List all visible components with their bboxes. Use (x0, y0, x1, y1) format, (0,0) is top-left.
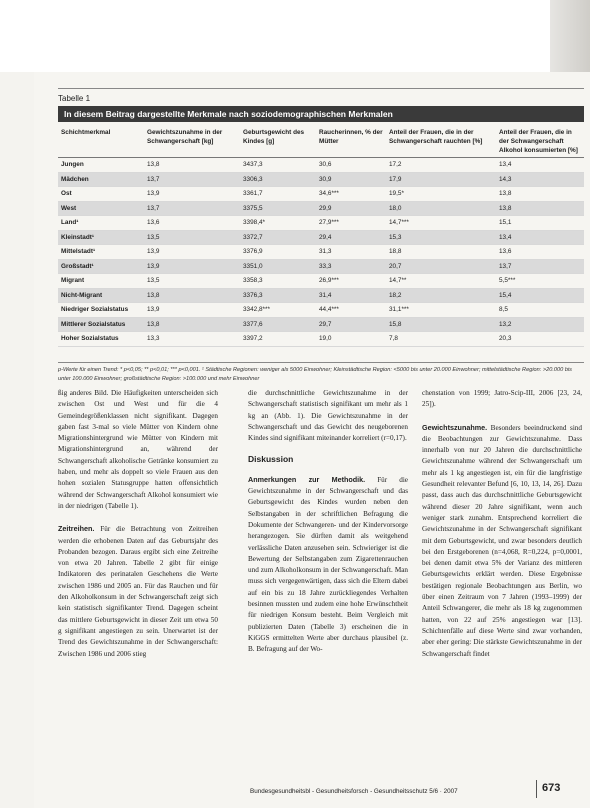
page-edge-shadow (550, 0, 590, 72)
table-cell: 3375,5 (240, 201, 316, 216)
table-cell: 13,8 (496, 187, 584, 202)
table-row (58, 303, 584, 318)
table-cell: 13,5 (144, 274, 240, 289)
text-column-3 (422, 388, 582, 660)
table-cell: 30,6 (316, 158, 386, 173)
table-cell: 13,9 (144, 187, 240, 202)
table-cell: 30,9 (316, 172, 386, 187)
table-cell: 13,7 (144, 201, 240, 216)
table-cell: 3377,6 (240, 317, 316, 332)
paragraph: die durchschnittliche Gewichtszunahme in der Schwangerschaft statistisch signifikant um mehr als 1 kg an (Abb. 1). Die Gewichtszunahme in der Schwangerschaft und das Gewicht des neugeborenen Kindes sind signifikant miteinander korreliert (r=0,17). (248, 389, 408, 443)
table-cell: 31,3 (316, 245, 386, 260)
table-row (58, 274, 584, 289)
column-header: Anteil der Frauen, die in der Schwangerschaft rauchten [%] (386, 126, 496, 158)
table-cell: 13,9 (144, 303, 240, 318)
table-cell: 33,3 (316, 259, 386, 274)
paragraph: ßig anderes Bild. Die Häufigkeiten unterscheiden sich zwischen Ost und West und für die 4 Gemeindegrößenklassen nicht signifikant. Dagegen gaben fast 3-mal so viele Mütter von Kindern ohne Migrationshintergrund wie Mütter von Kindern mit Migrationshintergrund an, während der Schwangerschaft alkoholische Getränke konsumiert zu haben, und mehr als doppelt so viele Frauen aus den hohen sozialen Statusgruppe hatten offensichtlich während der Schwangerschaft Alkohol konsumiert wie in der niedrigen (Tabelle 1). (58, 389, 218, 510)
table-header-row (58, 126, 584, 158)
table-cell: 13,8 (144, 158, 240, 173)
table-row (58, 158, 584, 173)
column-header: Raucherinnen, % der Mütter (316, 126, 386, 158)
table-cell: 19,0 (316, 332, 386, 347)
paragraph (248, 474, 408, 656)
table-cell: 13,7 (144, 172, 240, 187)
table-cell: 13,6 (496, 245, 584, 260)
table-row (58, 332, 584, 347)
row-label: Jungen (58, 158, 144, 173)
row-label: Niedriger Sozialstatus (58, 303, 144, 318)
table-cell: 13,4 (496, 158, 584, 173)
table-row (58, 317, 584, 332)
table-row (58, 259, 584, 274)
row-label: Migrant (58, 274, 144, 289)
column-header: Schichtmerkmal (58, 126, 144, 158)
table-cell: 20,7 (386, 259, 496, 274)
journal-footer: Bundesgesundheitsbl - Gesundheitsforsch - Gesundheitsschutz 5/6 · 2007 (250, 788, 458, 795)
table-cell: 34,6*** (316, 187, 386, 202)
paragraph-text: Besonders beeindruckend sind die Beobachtungen zur Gewichtszunahme. Dass innerhalb von nur 20 Jahren die durchschnittliche Gewichtszunahme während der Schwangerschaft um mehr als 1 kg angestiegen ist, ein für die langfristige Gesundheit relevanter Befund [6, 10, 13, 14, 26]. Dazu passt, dass auch das durchschnittliche Geburtsgewicht während dieser 20 Jahre signifikant, wenn auch weniger stark zunahm. Entsprechend korreliert die Gewichtszunahme in der Schwangerschaft signifikant mit dem Geburtsgewicht, und zwar besonders deutlich bei den Erstgeborenen (n=4,068, R=0,224, p=0,0001, bei denen damit etwa 5% der Varianz des mittleren Geburtsgewichts erklärt werden. Diese Ergebnisse bestätigen regionale Beobachtungen aus Berlin, wo über einen Zeitraum von 7 Jahren (1993–1999) der Anteil Schwangerer, die mehr als 18 kg zugenommen hatten, von 22 auf 25% angestiegen war [13]. Schichtenfälle auf diese Werte sind zwar vorhanden, aber eher gering: Die stärkste Gewichtszunahme in der Schwangerschaft findet (422, 423, 582, 658)
table-caption: Tabelle 1 (58, 94, 91, 103)
row-label: Kleinstadt¹ (58, 230, 144, 245)
table-title: In diesem Beitrag dargestellte Merkmale nach soziodemographischen Merkmalen (58, 106, 584, 122)
table-row (58, 230, 584, 245)
table-cell: 13,9 (144, 259, 240, 274)
table-row (58, 288, 584, 303)
row-label: Nicht-Migrant (58, 288, 144, 303)
table-row (58, 187, 584, 202)
text-column-2 (248, 388, 408, 656)
table-cell: 29,9 (316, 201, 386, 216)
table-cell: 13,6 (144, 216, 240, 231)
table-cell: 18,0 (386, 201, 496, 216)
table-cell: 3306,3 (240, 172, 316, 187)
table-cell: 8,5 (496, 303, 584, 318)
text-column-1 (58, 388, 218, 660)
table-cell: 3358,3 (240, 274, 316, 289)
table-row (58, 172, 584, 187)
row-label: Ost (58, 187, 144, 202)
table-cell: 26,9*** (316, 274, 386, 289)
paragraph-lead: Gewichtszunahme. (422, 422, 488, 432)
table-body (58, 158, 584, 347)
column-header: Gewichtszunahme in der Schwangerschaft [kg] (144, 126, 240, 158)
table-cell: 13,9 (144, 245, 240, 260)
row-label: Mittlerer Sozialstatus (58, 317, 144, 332)
table-cell: 14,7** (386, 274, 496, 289)
table-cell: 13,5 (144, 230, 240, 245)
section-heading: Diskussion (248, 454, 294, 465)
table-cell: 15,3 (386, 230, 496, 245)
table-cell: 13,7 (496, 259, 584, 274)
page-number: 673 (542, 782, 561, 794)
table-cell: 14,3 (496, 172, 584, 187)
table-cell: 17,2 (386, 158, 496, 173)
table-cell: 15,1 (496, 216, 584, 231)
table-cell: 3397,2 (240, 332, 316, 347)
paragraph-text: Für die Gewichtszunahme in der Schwangerschaft und das Geburtsgewicht des Kindes wurden neben den Selbstangaben in der schriftlichen Befragung die Dokumente der Schwangeren- und der Kindervorsorge herangezogen. Sie dürften damit als weitgehend verlässliche Daten anzusehen sein. Schwieriger ist die Bewertung der Selbstangaben zum Zigarettenrauchen und zum Alkoholkonsum in der Schwangerschaft. Man muss sich vergegenwärtigen, dass sich die Eltern dabei auf ein bis zu 18 Jahre zurückliegendes Verhalten besinnen mussten und zudem eine hohe Erwünschtheit für niedrigen Konsum besteht. Beim Vergleich mit publizierten Daten (Tabelle 3) erscheinen die in KiGGS ermittelten Werte aber durchaus plausibel (z. B. Befragung auf der Wo- (248, 475, 408, 654)
paragraph-text: Für die Betrachtung von Zeitreihen werden die erhobenen Daten auf das Geburtsjahr des Probanden bezogen. Daraus ergibt sich eine Zeitreihe von etwa 20 Jahren. Tabelle 2 gibt für einige Indikatoren des perinatalen Geschehens die Werte zwischen 1986 und 2005 an. Für das Rauchen und für den Alkoholkonsum in der Schwangerschaft zeigt sich kein statistisch signifikanter Trend. Dagegen scheint das mittlere Geburtsgewicht in dieser Zeit um etwa 50 g signifikant angestiegen zu sein. Unerwartet ist der Trend des Gewichtszunahme in der Schwangerschaft: Zwischen 1986 und 2006 stieg (58, 525, 218, 658)
row-label: Land¹ (58, 216, 144, 231)
row-label: Mittelstadt¹ (58, 245, 144, 260)
paragraph: chenstation von 1999; Jatro-Scip-III, 2006 [23, 24, 25]). (422, 389, 582, 409)
table-cell: 7,8 (386, 332, 496, 347)
row-label: Hoher Sozialstatus (58, 332, 144, 347)
table-cell: 13,8 (496, 201, 584, 216)
column-header: Geburtsgewicht des Kindes [g] (240, 126, 316, 158)
scan-top-margin (0, 0, 590, 72)
table-cell: 3351,0 (240, 259, 316, 274)
table-cell: 5,5*** (496, 274, 584, 289)
table-cell: 31,4 (316, 288, 386, 303)
paragraph-lead: Zeitreihen. (58, 524, 95, 534)
table-cell: 29,4 (316, 230, 386, 245)
row-label: Mädchen (58, 172, 144, 187)
footer-divider (536, 780, 537, 798)
data-table (58, 126, 584, 347)
table-footnote: p-Werte für einen Trend: * p<0,05; ** p<0,01; *** p<0,001. ¹ Städtische Regionen: weniger als 5000 Einwohner; Kleinstädtische Region: <5000 bis unter 20.000 Einwohner; mittelstädtische Region: >20.000 bis unter 100.000 Einwohner; großstädtische Region: >100.000 und mehr Einwohner (58, 362, 584, 384)
table-cell: 18,2 (386, 288, 496, 303)
paragraph-lead: Anmerkungen zur Methodik. (248, 474, 366, 484)
table-cell: 3372,7 (240, 230, 316, 245)
table-top-rule (58, 88, 584, 89)
table-cell: 13,4 (496, 230, 584, 245)
table-cell: 3398,4* (240, 216, 316, 231)
table-cell: 27,9*** (316, 216, 386, 231)
table-cell: 13,3 (144, 332, 240, 347)
row-label: Großstadt¹ (58, 259, 144, 274)
paragraph (58, 523, 218, 660)
table-cell: 3376,3 (240, 288, 316, 303)
row-label: West (58, 201, 144, 216)
table-cell: 3376,9 (240, 245, 316, 260)
table-cell: 19,5* (386, 187, 496, 202)
table-cell: 15,4 (496, 288, 584, 303)
table-cell: 18,8 (386, 245, 496, 260)
table-cell: 13,8 (144, 317, 240, 332)
table-cell: 13,8 (144, 288, 240, 303)
table-cell: 3361,7 (240, 187, 316, 202)
table-cell: 3342,8*** (240, 303, 316, 318)
column-header: Anteil der Frauen, die in der Schwangerschaft Alkohol konsumierten [%] (496, 126, 584, 158)
table-cell: 13,2 (496, 317, 584, 332)
paragraph (422, 422, 582, 660)
table-cell: 3437,3 (240, 158, 316, 173)
table-cell: 44,4*** (316, 303, 386, 318)
table-cell: 17,9 (386, 172, 496, 187)
table-cell: 29,7 (316, 317, 386, 332)
table-row (58, 245, 584, 260)
table-cell: 14,7*** (386, 216, 496, 231)
table-row (58, 216, 584, 231)
table-row (58, 201, 584, 216)
table-cell: 20,3 (496, 332, 584, 347)
table-cell: 31,1*** (386, 303, 496, 318)
table-cell: 15,8 (386, 317, 496, 332)
